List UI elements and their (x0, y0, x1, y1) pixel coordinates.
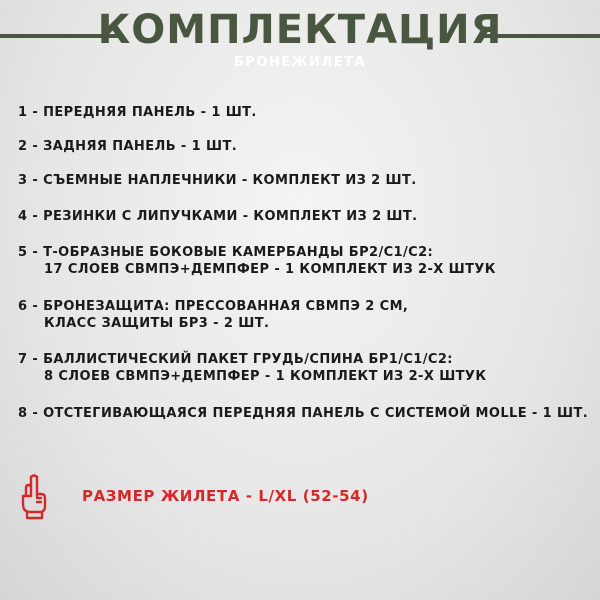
list-item-line2: КЛАСС ЗАЩИТЫ БР3 - 2 ШТ. (44, 316, 270, 331)
header (0, 0, 600, 80)
list-item (18, 298, 598, 332)
pointing-hand-icon (20, 474, 48, 520)
list-item (18, 172, 598, 189)
list-item-line1: 1 - ПЕРЕДНЯЯ ПАНЕЛЬ - 1 ШТ. (18, 105, 257, 120)
list-item (18, 405, 598, 422)
list-item (18, 351, 598, 385)
list-item-line1: 8 - ОТСТЕГИВАЮЩАЯСЯ ПЕРЕДНЯЯ ПАНЕЛЬ С СИСТЕМОЙ MOLLE - 1 ШТ. (18, 406, 589, 421)
page-subtitle: БРОНЕЖИЛЕТА (233, 55, 367, 70)
list-item-line1: 2 - ЗАДНЯЯ ПАНЕЛЬ - 1 ШТ. (18, 139, 238, 154)
list-item-line1: 7 - БАЛЛИСТИЧЕСКИЙ ПАКЕТ ГРУДЬ/СПИНА БР1/С1/С2: (18, 352, 453, 367)
list-item-line1: 5 - Т-ОБРАЗНЫЕ БОКОВЫЕ КАМЕРБАНДЫ БР2/С1/С2: (18, 245, 434, 260)
list-item-line1: 6 - БРОНЕЗАЩИТА: ПРЕССОВАННАЯ СВМПЭ 2 СМ, (18, 299, 409, 314)
list-item-line2: 17 СЛОЕВ СВМПЭ+ДЕМПФЕР - 1 КОМПЛЕКТ ИЗ 2-Х ШТУК (44, 262, 496, 277)
list-item (18, 208, 598, 225)
kit-list (18, 104, 598, 422)
vest-size (20, 474, 580, 520)
list-item (18, 138, 598, 155)
vest-size-label: РАЗМЕР ЖИЛЕТА - L/XL (52-54) (82, 487, 369, 505)
list-item-line1: 3 - СЪЕМНЫЕ НАПЛЕЧНИКИ - КОМПЛЕКТ ИЗ 2 ШТ. (18, 173, 417, 188)
page-title: КОМПЛЕКТАЦИЯ (97, 7, 503, 53)
list-item (18, 244, 598, 278)
list-item (18, 104, 598, 121)
list-item-line1: 4 - РЕЗИНКИ С ЛИПУЧКАМИ - КОМПЛЕКТ ИЗ 2 ШТ. (18, 209, 418, 224)
list-item-line2: 8 СЛОЕВ СВМПЭ+ДЕМПФЕР - 1 КОМПЛЕКТ ИЗ 2-Х ШТУК (44, 369, 487, 384)
